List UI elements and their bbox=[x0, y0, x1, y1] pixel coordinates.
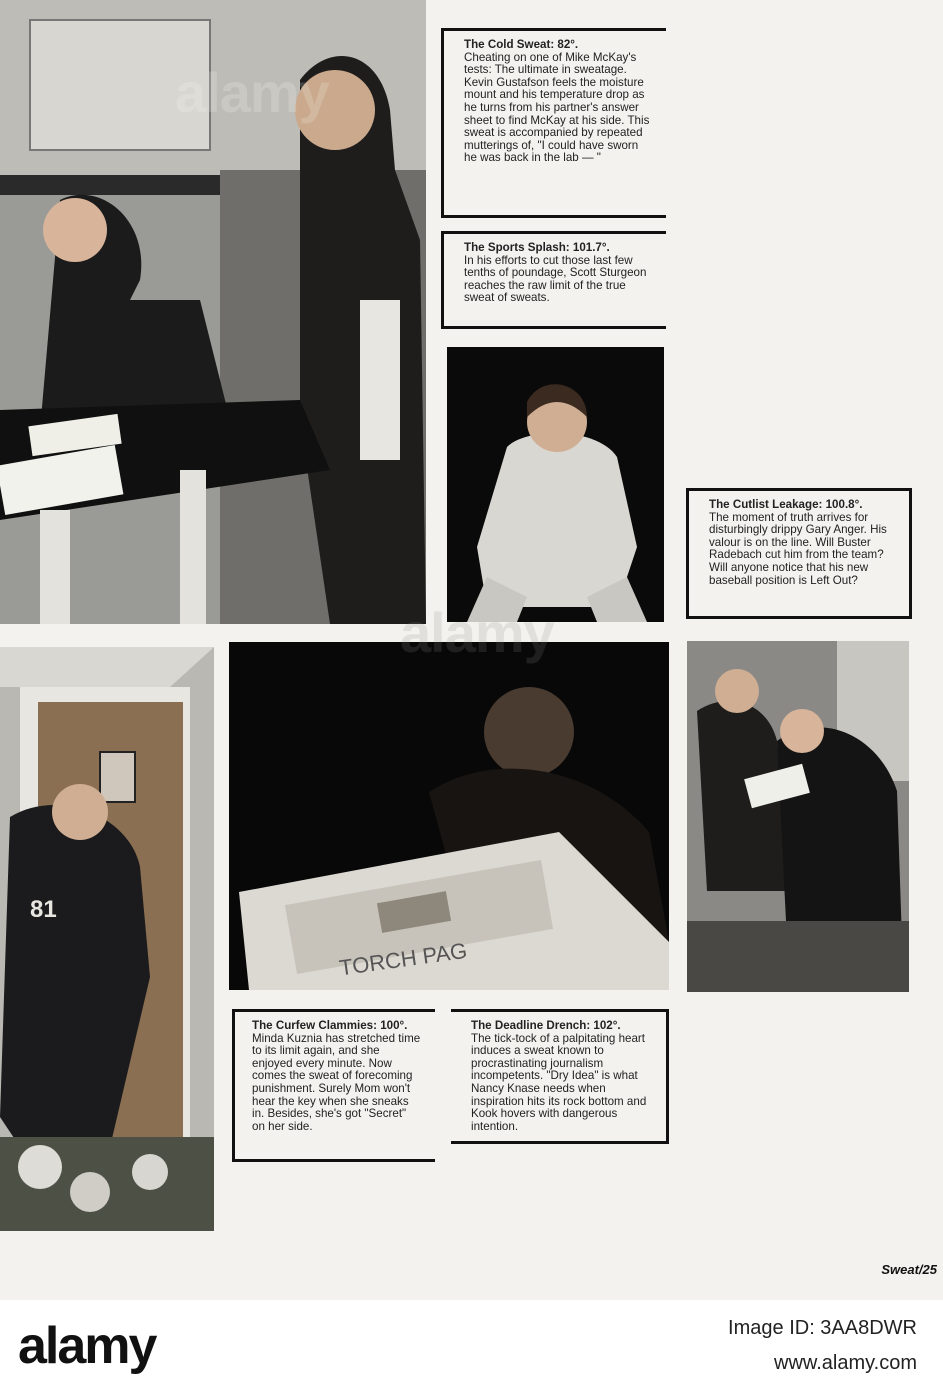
office-scene-drawing bbox=[687, 641, 909, 992]
door-scene-drawing bbox=[0, 647, 214, 1231]
caption-deadline-drench bbox=[451, 1009, 669, 1144]
footer-brand-logo: alamy bbox=[18, 1317, 156, 1375]
caption-title: The Sports Splash: 101.7°. bbox=[464, 241, 610, 254]
caption-title: The Curfew Clammies: 100°. bbox=[252, 1019, 408, 1032]
photo-lab-classroom bbox=[0, 0, 426, 624]
caption-text: The moment of truth arrives for disturbingly drippy Gary Anger. His valour is on the line. Will Buster Radebach cut him from the team? Will anyone notice that his new baseball position is Left Out? bbox=[709, 510, 887, 587]
footer-site-url[interactable]: www.alamy.com bbox=[774, 1352, 917, 1374]
watermark-center: alamy bbox=[400, 601, 554, 664]
caption-curfew-clammies bbox=[232, 1009, 435, 1162]
caption-text: The tick-tock of a palpitating heart induces a sweat known to procrastinating journalism incompetents. "Dry Idea" is what Nancy Knase needs when inspiration hits its rock bottom and Kook hovers with dangerous intention. bbox=[471, 1031, 647, 1133]
caption-cutlist-leakage bbox=[686, 488, 912, 619]
light-table-scene-drawing bbox=[229, 642, 669, 990]
caption-title: The Cold Sweat: 82°. bbox=[464, 38, 579, 51]
photo-coach-office bbox=[687, 641, 909, 992]
page-folio: Sweat/25 bbox=[881, 1262, 937, 1277]
photo-light-table bbox=[229, 642, 669, 990]
svg-text:81: 81 bbox=[30, 896, 57, 923]
caption-cold-sweat bbox=[441, 28, 666, 218]
stock-footer bbox=[0, 1300, 943, 1390]
caption-sports-splash bbox=[441, 231, 666, 329]
caption-text: Minda Kuznia has stretched time to its limit again, and she enjoyed every minute. Now comes the sweat of forecoming punishment. Surely Mom won't hear the key when she sneaks in. Besides, she's got "Secret" on her side. bbox=[252, 1031, 421, 1133]
caption-title: The Deadline Drench: 102°. bbox=[471, 1019, 621, 1032]
lab-scene-drawing bbox=[0, 0, 426, 624]
caption-text: Cheating on one of Mike McKay's tests: The ultimate in sweatage. Kevin Gustafson feels the moisture mount and his temperature drop as he turns from his partner's answer sheet to find McKay at his side. This sweat is accompanied by repeated mutterings of, "I could have sworn he was back in the lab — " bbox=[464, 50, 650, 165]
footer-image-id: Image ID: 3AA8DWR bbox=[728, 1317, 917, 1339]
light-table-label: TORCH PAG bbox=[337, 937, 469, 981]
caption-title: The Cutlist Leakage: 100.8°. bbox=[709, 498, 863, 511]
wrestler-scene-drawing bbox=[447, 347, 664, 622]
photo-door bbox=[0, 647, 214, 1231]
photo-wrestler bbox=[447, 347, 664, 622]
caption-text: In his efforts to cut those last few tenths of poundage, Scott Sturgeon reaches the raw limit of the true sweat of sweats. bbox=[464, 253, 647, 305]
